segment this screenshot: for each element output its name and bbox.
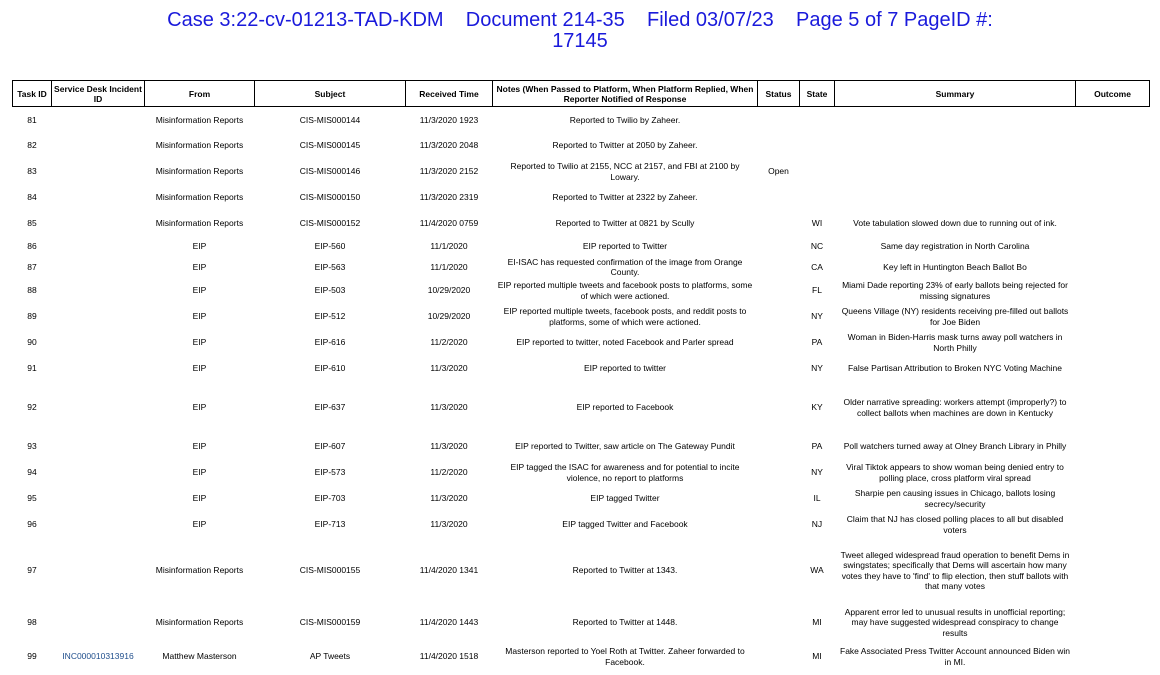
cell-task-id: 92 bbox=[27, 402, 37, 413]
cell-subject: CIS-MIS000145 bbox=[299, 140, 361, 151]
cell-state: NY bbox=[811, 467, 823, 478]
cell-subject: EIP-573 bbox=[314, 467, 346, 478]
cell-summary: Tweet alleged widespread fraud operation to benefit Dems in swingstates; specifically that Dems will ascertain how many votes they have to 'find' to flip election, then stuff ballots with that many votes bbox=[840, 549, 1070, 591]
cell-incident-id bbox=[52, 304, 145, 330]
cell-summary: Fake Associated Press Twitter Account announced Biden win in MI. bbox=[840, 646, 1070, 667]
cell-notes: Reported to Twilio at 2155, NCC at 2157, and FBI at 2100 by Lowary. bbox=[510, 161, 740, 182]
cell-subject: CIS-MIS000159 bbox=[299, 617, 361, 628]
cell-notes: EIP reported to Facebook bbox=[576, 402, 674, 413]
cell-subject: EIP-503 bbox=[314, 285, 346, 296]
cell-state: WI bbox=[811, 218, 823, 229]
cell-outcome bbox=[1076, 538, 1150, 604]
cell-subject: EIP-560 bbox=[314, 241, 346, 252]
cell-incident-id: INC000010313916 bbox=[62, 651, 134, 662]
cell-subject: CIS-MIS000144 bbox=[299, 114, 361, 125]
col-task-id: Task ID bbox=[13, 81, 52, 107]
cell-summary: Sharpie pen causing issues in Chicago, ballots losing secrecy/security bbox=[854, 488, 1056, 509]
cell-notes: EIP reported to twitter bbox=[583, 363, 667, 374]
cell-received-time: 11/4/2020 0759 bbox=[419, 218, 479, 229]
cell-state bbox=[800, 107, 835, 133]
cell-task-id: 82 bbox=[27, 140, 37, 151]
table-row bbox=[13, 642, 1150, 672]
cell-status bbox=[758, 382, 800, 434]
cell-summary: Viral Tiktok appears to show woman being denied entry to polling place, cross platform viral spread bbox=[846, 462, 1064, 483]
cell-state: CA bbox=[811, 261, 823, 272]
cell-notes: Reported to Twitter at 0821 by Scully bbox=[555, 218, 695, 229]
cell-status: Open bbox=[768, 166, 789, 177]
cell-received-time: 11/1/2020 bbox=[430, 241, 468, 252]
cell-subject: EIP-610 bbox=[314, 363, 346, 374]
col-summary: Summary bbox=[835, 81, 1076, 107]
cell-notes: EIP tagged the ISAC for awareness and for potential to incite violence, no report to platforms bbox=[510, 462, 740, 483]
cell-summary: Woman in Biden-Harris mask turns away poll watchers in North Philly bbox=[847, 332, 1063, 353]
cell-status bbox=[758, 257, 800, 278]
cell-status bbox=[758, 486, 800, 512]
cell-outcome bbox=[1076, 382, 1150, 434]
page-id: 17145 bbox=[552, 30, 608, 52]
col-status: Status bbox=[758, 81, 800, 107]
cell-notes: Reported to Twitter at 1448. bbox=[572, 617, 678, 628]
table-body bbox=[13, 107, 1150, 672]
cell-received-time: 11/3/2020 1923 bbox=[419, 114, 479, 125]
cell-subject: CIS-MIS000152 bbox=[299, 218, 361, 229]
cell-state bbox=[800, 185, 835, 211]
table-row bbox=[13, 434, 1150, 460]
cell-outcome bbox=[1076, 642, 1150, 672]
cell-subject: EIP-713 bbox=[314, 519, 346, 530]
cell-summary bbox=[835, 107, 1076, 133]
cell-notes: Reported to Twitter at 2322 by Zaheer. bbox=[552, 192, 698, 203]
cell-outcome bbox=[1076, 512, 1150, 538]
cell-state: NY bbox=[811, 363, 823, 374]
cell-summary bbox=[835, 159, 1076, 185]
cell-outcome bbox=[1076, 211, 1150, 237]
cell-state: KY bbox=[811, 402, 823, 413]
cell-subject: CIS-MIS000150 bbox=[299, 192, 361, 203]
cell-received-time: 11/2/2020 bbox=[430, 467, 468, 478]
table-row bbox=[13, 356, 1150, 382]
cell-received-time: 11/3/2020 bbox=[430, 493, 468, 504]
cell-outcome bbox=[1076, 159, 1150, 185]
table-row bbox=[13, 237, 1150, 257]
cell-task-id: 99 bbox=[27, 651, 37, 662]
table-row bbox=[13, 304, 1150, 330]
table-row bbox=[13, 211, 1150, 237]
cell-summary: Claim that NJ has closed polling places to all but disabled voters bbox=[846, 514, 1064, 535]
cell-summary bbox=[835, 185, 1076, 211]
cell-received-time: 11/3/2020 bbox=[430, 441, 468, 452]
table-row bbox=[13, 185, 1150, 211]
cell-from: Misinformation Reports bbox=[155, 617, 244, 628]
cell-state bbox=[800, 159, 835, 185]
cell-task-id: 91 bbox=[27, 363, 37, 374]
cell-received-time: 11/3/2020 2048 bbox=[419, 140, 479, 151]
cell-task-id: 88 bbox=[27, 285, 37, 296]
cell-received-time: 11/1/2020 bbox=[430, 261, 468, 272]
table-header-row bbox=[13, 81, 1150, 107]
cell-outcome bbox=[1076, 107, 1150, 133]
table-row bbox=[13, 382, 1150, 434]
cell-notes: Reported to Twilio by Zaheer. bbox=[569, 114, 681, 125]
table-row bbox=[13, 538, 1150, 604]
cell-summary: Queens Village (NY) residents receiving pre-filled out ballots for Joe Biden bbox=[841, 306, 1069, 327]
col-incident-id: Service Desk Incident ID bbox=[52, 81, 145, 107]
cell-state: PA bbox=[811, 337, 823, 348]
cell-received-time: 11/3/2020 bbox=[430, 519, 468, 530]
cell-notes: Reported to Twitter at 1343. bbox=[572, 565, 678, 576]
cell-outcome bbox=[1076, 434, 1150, 460]
cell-incident-id bbox=[52, 257, 145, 278]
cell-summary: Key left in Huntington Beach Ballot Bo bbox=[883, 261, 1027, 272]
cell-task-id: 85 bbox=[27, 218, 37, 229]
cell-outcome bbox=[1076, 133, 1150, 159]
cell-from: Misinformation Reports bbox=[155, 140, 244, 151]
cell-incident-id bbox=[52, 434, 145, 460]
cell-state: NY bbox=[811, 311, 823, 322]
cell-subject: EIP-607 bbox=[314, 441, 346, 452]
header-line-2 bbox=[0, 31, 1160, 52]
cell-status bbox=[758, 356, 800, 382]
cell-status bbox=[758, 278, 800, 304]
cell-task-id: 83 bbox=[27, 166, 37, 177]
cell-status bbox=[758, 185, 800, 211]
cell-status bbox=[758, 604, 800, 642]
cell-status bbox=[758, 237, 800, 257]
cell-notes: EIP reported multiple tweets and facebook posts to platforms, some of which were actioned. bbox=[497, 280, 753, 301]
cell-received-time: 11/3/2020 bbox=[430, 363, 468, 374]
cell-incident-id bbox=[52, 159, 145, 185]
cell-received-time: 11/3/2020 bbox=[430, 402, 468, 413]
cell-notes: Reported to Twitter at 2050 by Zaheer. bbox=[552, 140, 698, 151]
cell-state bbox=[800, 133, 835, 159]
cell-received-time: 11/3/2020 2152 bbox=[419, 166, 479, 177]
cell-incident-id bbox=[52, 237, 145, 257]
cell-incident-id bbox=[52, 604, 145, 642]
cell-state: MI bbox=[812, 651, 822, 662]
cell-state: MI bbox=[812, 617, 822, 628]
cell-summary: Miami Dade reporting 23% of early ballots being rejected for missing signatures bbox=[842, 280, 1068, 301]
cell-outcome bbox=[1076, 356, 1150, 382]
cell-subject: AP Tweets bbox=[309, 651, 351, 662]
cell-notes: EIP reported to Twitter, saw article on The Gateway Pundit bbox=[515, 441, 735, 452]
col-subject: Subject bbox=[255, 81, 406, 107]
page-indicator: Page 5 of 7 PageID #: bbox=[796, 9, 993, 31]
cell-status bbox=[758, 304, 800, 330]
document-header bbox=[0, 10, 1160, 52]
table-row bbox=[13, 133, 1150, 159]
cell-incident-id bbox=[52, 211, 145, 237]
cell-task-id: 86 bbox=[27, 241, 37, 252]
cell-incident-id bbox=[52, 133, 145, 159]
cell-notes: EIP tagged Twitter bbox=[590, 493, 660, 504]
cell-incident-id bbox=[52, 460, 145, 486]
document-number: Document 214-35 bbox=[465, 9, 625, 31]
cell-task-id: 96 bbox=[27, 519, 37, 530]
table-row bbox=[13, 512, 1150, 538]
cell-incident-id bbox=[52, 185, 145, 211]
cell-received-time: 11/4/2020 1443 bbox=[419, 617, 479, 628]
cell-received-time: 11/3/2020 2319 bbox=[419, 192, 479, 203]
cell-summary: Older narrative spreading: workers attempt (improperly?) to collect ballots when machines are down in Kentucky bbox=[843, 397, 1067, 418]
table-row bbox=[13, 159, 1150, 185]
cell-incident-id bbox=[52, 278, 145, 304]
cell-outcome bbox=[1076, 278, 1150, 304]
cell-notes: Masterson reported to Yoel Roth at Twitter. Zaheer forwarded to Facebook. bbox=[505, 646, 745, 667]
cell-subject: EIP-637 bbox=[314, 402, 346, 413]
cell-notes: EIP reported to Twitter bbox=[582, 241, 668, 252]
cell-from: Misinformation Reports bbox=[155, 192, 244, 203]
cell-notes: EIP reported multiple tweets, facebook posts, and reddit posts to platforms, some of which were actioned. bbox=[503, 306, 747, 327]
col-outcome: Outcome bbox=[1076, 81, 1150, 107]
cell-task-id: 94 bbox=[27, 467, 37, 478]
table-row bbox=[13, 257, 1150, 278]
cell-notes: EI-ISAC has requested confirmation of the image from Orange County. bbox=[507, 256, 743, 277]
cell-state: NJ bbox=[811, 519, 823, 530]
cell-incident-id bbox=[52, 107, 145, 133]
cell-task-id: 95 bbox=[27, 493, 37, 504]
table-row bbox=[13, 486, 1150, 512]
cell-from: EIP bbox=[192, 337, 207, 348]
cell-summary bbox=[835, 133, 1076, 159]
cell-outcome bbox=[1076, 330, 1150, 356]
cell-outcome bbox=[1076, 237, 1150, 257]
cell-summary: False Partisan Attribution to Broken NYC Voting Machine bbox=[847, 363, 1063, 374]
cell-summary: Same day registration in North Carolina bbox=[880, 241, 1030, 252]
cell-status bbox=[758, 330, 800, 356]
cell-from: EIP bbox=[192, 493, 207, 504]
cell-subject: EIP-703 bbox=[314, 493, 346, 504]
cell-summary: Apparent error led to unusual results in unofficial reporting; may have suggested widespread conspiracy to change results bbox=[844, 606, 1066, 638]
cell-task-id: 89 bbox=[27, 311, 37, 322]
cell-task-id: 98 bbox=[27, 617, 37, 628]
cell-from: Matthew Masterson bbox=[162, 651, 237, 662]
cell-from: Misinformation Reports bbox=[155, 565, 244, 576]
cell-outcome bbox=[1076, 604, 1150, 642]
cell-from: EIP bbox=[192, 402, 207, 413]
cell-from: EIP bbox=[192, 311, 207, 322]
cell-received-time: 10/29/2020 bbox=[427, 285, 471, 296]
cell-received-time: 11/2/2020 bbox=[430, 337, 468, 348]
cell-task-id: 90 bbox=[27, 337, 37, 348]
cell-received-time: 11/4/2020 1341 bbox=[419, 565, 479, 576]
table-row bbox=[13, 460, 1150, 486]
cell-outcome bbox=[1076, 257, 1150, 278]
cell-notes: EIP tagged Twitter and Facebook bbox=[562, 519, 688, 530]
cell-from: EIP bbox=[192, 467, 207, 478]
cell-from: EIP bbox=[192, 261, 207, 272]
cell-from: Misinformation Reports bbox=[155, 166, 244, 177]
cell-state: NC bbox=[810, 241, 824, 252]
cell-outcome bbox=[1076, 460, 1150, 486]
cell-subject: CIS-MIS000146 bbox=[299, 166, 361, 177]
filed-date: Filed 03/07/23 bbox=[647, 9, 774, 31]
cell-from: EIP bbox=[192, 441, 207, 452]
table-row bbox=[13, 278, 1150, 304]
cell-incident-id bbox=[52, 486, 145, 512]
cell-from: EIP bbox=[192, 363, 207, 374]
cell-incident-id bbox=[52, 356, 145, 382]
cell-summary: Poll watchers turned away at Olney Branch Library in Philly bbox=[843, 441, 1067, 452]
task-table bbox=[12, 80, 1150, 672]
col-notes: Notes (When Passed to Platform, When Platform Replied, When Reporter Notified of Response bbox=[493, 81, 758, 107]
cell-incident-id bbox=[52, 330, 145, 356]
cell-from: EIP bbox=[192, 285, 207, 296]
cell-received-time: 11/4/2020 1518 bbox=[419, 651, 479, 662]
cell-state: IL bbox=[813, 493, 821, 504]
cell-subject: EIP-512 bbox=[314, 311, 346, 322]
cell-from: Misinformation Reports bbox=[155, 114, 244, 125]
cell-status bbox=[758, 107, 800, 133]
cell-status bbox=[758, 434, 800, 460]
cell-from: EIP bbox=[192, 519, 207, 530]
case-number: Case 3:22-cv-01213-TAD-KDM bbox=[167, 9, 444, 31]
cell-state: PA bbox=[811, 441, 823, 452]
cell-incident-id bbox=[52, 512, 145, 538]
cell-status bbox=[758, 512, 800, 538]
cell-from: EIP bbox=[192, 241, 207, 252]
cell-task-id: 87 bbox=[27, 261, 37, 272]
cell-task-id: 81 bbox=[27, 114, 37, 125]
col-state: State bbox=[800, 81, 835, 107]
cell-received-time: 10/29/2020 bbox=[427, 311, 471, 322]
cell-status bbox=[758, 211, 800, 237]
cell-outcome bbox=[1076, 185, 1150, 211]
cell-state: FL bbox=[812, 285, 822, 296]
table-row bbox=[13, 107, 1150, 133]
cell-outcome bbox=[1076, 486, 1150, 512]
cell-status bbox=[758, 133, 800, 159]
cell-state: WA bbox=[810, 565, 824, 576]
cell-status bbox=[758, 642, 800, 672]
cell-status bbox=[758, 460, 800, 486]
cell-summary: Vote tabulation slowed down due to running out of ink. bbox=[853, 218, 1057, 229]
cell-incident-id bbox=[52, 382, 145, 434]
cell-status bbox=[758, 538, 800, 604]
col-received-time: Received Time bbox=[406, 81, 493, 107]
cell-task-id: 84 bbox=[27, 192, 37, 203]
cell-task-id: 93 bbox=[27, 441, 37, 452]
col-from: From bbox=[145, 81, 255, 107]
cell-incident-id bbox=[52, 538, 145, 604]
header-line-1 bbox=[0, 10, 1160, 31]
cell-outcome bbox=[1076, 304, 1150, 330]
cell-subject: EIP-616 bbox=[314, 337, 346, 348]
cell-notes: EIP reported to twitter, noted Facebook and Parler spread bbox=[516, 337, 734, 348]
cell-subject: CIS-MIS000155 bbox=[299, 565, 361, 576]
table-row bbox=[13, 330, 1150, 356]
cell-subject: EIP-563 bbox=[314, 261, 346, 272]
cell-from: Misinformation Reports bbox=[155, 218, 244, 229]
table-row bbox=[13, 604, 1150, 642]
cell-task-id: 97 bbox=[27, 565, 37, 576]
